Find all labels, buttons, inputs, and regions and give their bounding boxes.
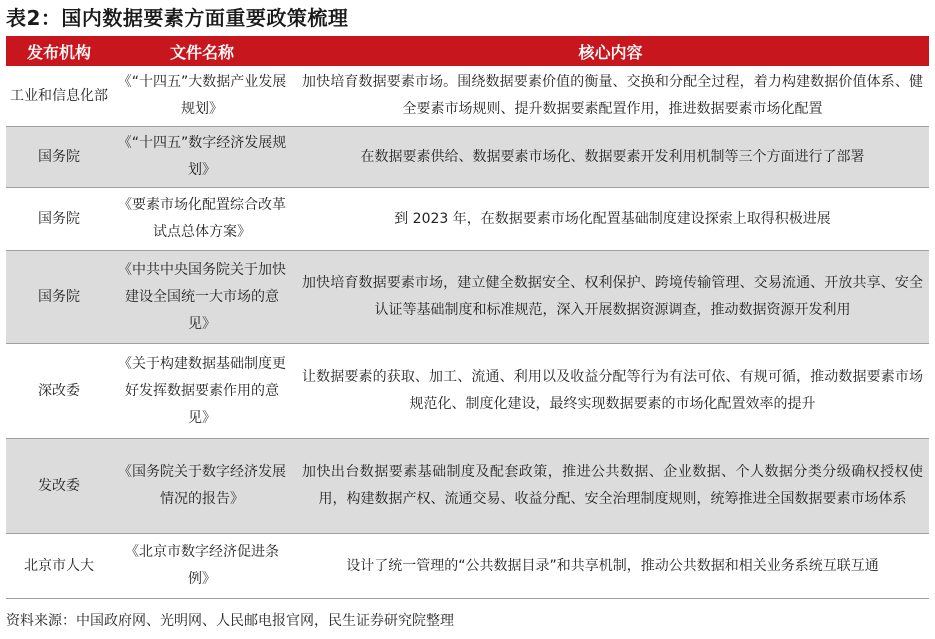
table-row (6, 66, 929, 127)
table-row (6, 439, 929, 534)
policy-table (6, 36, 929, 599)
content-cell: 到 2023 年，在数据要素市场化配置基础制度建设探索上取得积极进展 (292, 188, 929, 251)
header-doc: 文件名称 (112, 36, 292, 66)
org-cell: 国务院 (6, 127, 112, 188)
content-cell: 在数据要素供给、数据要素市场化、数据要素开发利用机制等三个方面进行了部署 (292, 127, 929, 188)
org-cell: 工业和信息化部 (6, 66, 112, 127)
table-row (6, 251, 929, 344)
doc-cell: 《北京市数字经济促进条例》 (112, 534, 292, 599)
doc-cell: 《国务院关于数字经济发展情况的报告》 (112, 439, 292, 534)
doc-cell: 《关于构建数据基础制度更好发挥数据要素作用的意见》 (112, 344, 292, 439)
header-row (6, 36, 929, 66)
table-title: 表2：国内数据要素方面重要政策梳理 (6, 6, 349, 30)
header-content: 核心内容 (292, 36, 929, 66)
org-cell: 国务院 (6, 188, 112, 251)
table-row (6, 127, 929, 188)
header-org: 发布机构 (6, 36, 112, 66)
doc-cell: 《“十四五”数字经济发展规划》 (112, 127, 292, 188)
source-note: 资料来源：中国政府网、光明网、人民邮电报官网，民生证券研究院整理 (6, 613, 454, 629)
table-row (6, 344, 929, 439)
org-cell: 北京市人大 (6, 534, 112, 599)
content-cell: 加快培育数据要素市场。围绕数据要素价值的衡量、交换和分配全过程，着力构建数据价值体系、健全要素市场规则、提升数据要素配置作用，推进数据要素市场化配置 (292, 66, 929, 127)
table-row (6, 188, 929, 251)
content-cell: 加快出台数据要素基础制度及配套政策，推进公共数据、企业数据、个人数据分类分级确权授权使用，构建数据产权、流通交易、收益分配、安全治理制度规则，统筹推进全国数据要素市场体系 (292, 439, 929, 534)
org-cell: 发改委 (6, 439, 112, 534)
doc-cell: 《“十四五”大数据产业发展规划》 (112, 66, 292, 127)
table-row (6, 534, 929, 599)
org-cell: 深改委 (6, 344, 112, 439)
doc-cell: 《要素市场化配置综合改革试点总体方案》 (112, 188, 292, 251)
doc-cell: 《中共中央国务院关于加快建设全国统一大市场的意见》 (112, 251, 292, 344)
content-cell: 加快培育数据要素市场，建立健全数据安全、权利保护、跨境传输管理、交易流通、开放共享、安全认证等基础制度和标准规范，深入开展数据资源调查，推动数据资源开发利用 (292, 251, 929, 344)
content-cell: 设计了统一管理的“公共数据目录”和共享机制，推动公共数据和相关业务系统互联互通 (292, 534, 929, 599)
content-cell: 让数据要素的获取、加工、流通、利用以及收益分配等行为有法可依、有规可循，推动数据要素市场规范化、制度化建设，最终实现数据要素的市场化配置效率的提升 (292, 344, 929, 439)
org-cell: 国务院 (6, 251, 112, 344)
